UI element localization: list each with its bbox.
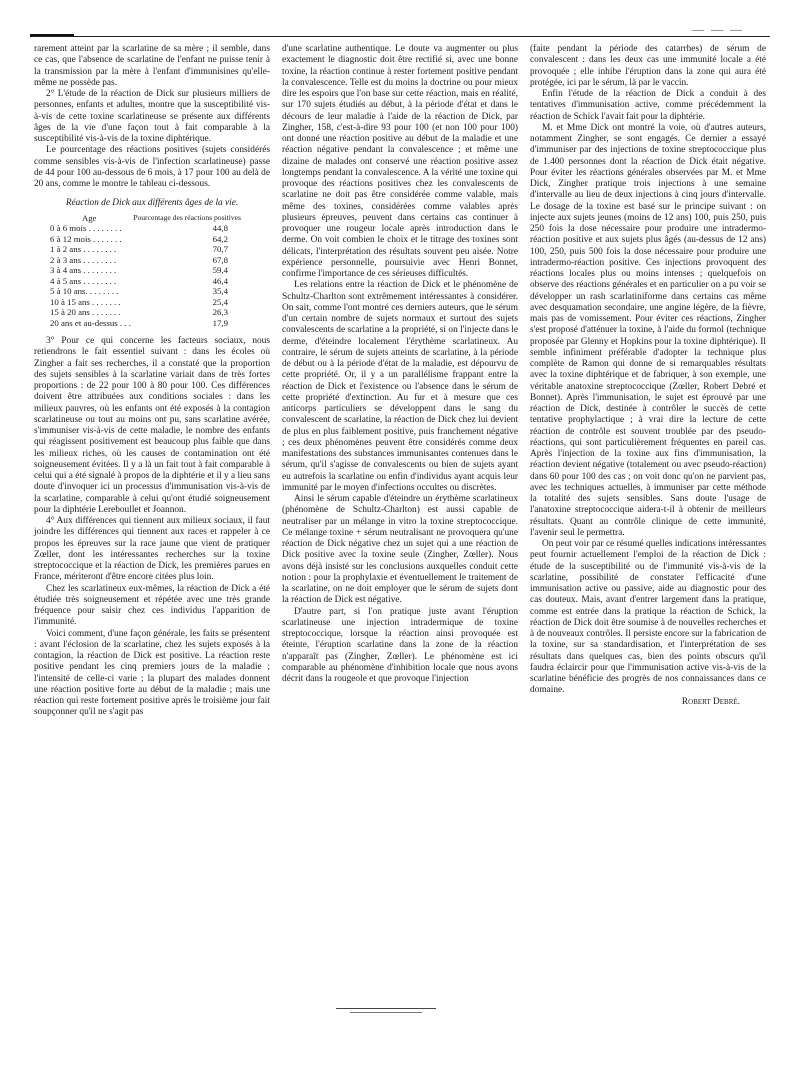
age-cell: 0 à 6 mois . . . . . . . . [50, 223, 122, 233]
column-left [34, 44, 270, 719]
bottom-rule-short [350, 1012, 422, 1013]
column-middle [282, 44, 518, 685]
age-cell: 6 à 12 mois . . . . . . . [50, 233, 122, 244]
pct-cell: 67,8 [212, 254, 228, 265]
column-right [530, 44, 766, 708]
paragraph: M. et Mme Dick ont montré la voie, où d'autres auteurs, notamment Zingher, se sont engagés. Ce dernier a essayé d'immuniser par des injections de toxine streptococcique plus de 1.400 personnes dont la réaction de Dick était négative. Pour éviter les réactions générales observées par M. et Mme Dick, Zingher pratique trois injections à une semaine d'intervalle au lieu de deux injections à cinq jours d'intervalle. Le dosage de la toxine est basé sur le principe suivant : on injecte aux sujets jeunes (moins de 12 ans) 100, puis 250, puis 250 fois la dose nécessaire pour produire une intradermo-réaction positive et aux sujets plus âgés (au-dessus de 12 ans) 100, 250, puis 500 fois la dose nécessaire pour produire une intradermo-réaction positive. Ces injections provoquent des réactions locales plus ou moins intenses ; quelquefois on observe des réactions générales et en particulier on a pu voir se développer un rash scarlatiniforme dans certains cas même avec desquamation secondaire, une angine légère, de la fièvre, mais pas de vomissement. Pour éviter ces réactions, Zingher s'est proposé d'atténuer la toxine, à l'aide du formol (technique proposée par Glenny et Hopkins pour la toxine diphtérique). Il semble infiniment préférable d'adopter la technique plus complète de Ramon qui donne de si remarquables résultats avec la toxine diphtérique et de fabriquer, à son exemple, une véritable anatoxine streptococcique (Zœller, Robert Debré et Bonnet). Après l'immunisation, le sujet est éprouvé par une réaction de Dick, destinée à contrôler le succès de cette tentative prophylactique ; à vrai dire la lecture de cette réaction de contrôle est souvent troublée par des pseudo-réactions, qui sont particulièrement fréquentes en pareil cas. Après l'injection de la toxine aux fins d'immunisation, la réaction devient négative (totalement ou avec pseudo-réaction) dans 60 pour 100 des cas ; on voit donc qu'on ne parvient pas, avec les techniques actuelles, à immuniser par cette méthode la totalité des sujets sensibles. Sans doute l'usage de l'anatoxine streptococcique aidera-t-il à obtenir de meilleurs résultats. Quant au contrôle clinique de cette immunité, l'avenir seul le permettra. [530, 122, 766, 538]
pct-cell: 59,4 [212, 265, 228, 275]
pct-cell: 70,7 [212, 244, 228, 254]
table-row [50, 286, 250, 297]
table-row [50, 265, 250, 276]
age-cell: 10 à 15 ans . . . . . . . [50, 296, 121, 307]
table-row [50, 297, 250, 308]
pct-cell: 35,4 [212, 286, 228, 296]
pct-cell: 17,9 [212, 317, 228, 328]
table-row [50, 223, 250, 234]
table-row [50, 276, 250, 287]
table-row [50, 255, 250, 266]
paragraph: On peut voir par ce résumé quelles indications intéressantes peut fournir actuellement l'emploi de la réaction de Dick : étude de la susceptibilité ou de l'immunité vis-à-vis de la scarlatine, possibilité de constater l'efficacité d'une immunisation active ou passive, aide au diagnostic pour des cas douteux. Mais, avant d'entrer largement dans la pratique, comme est entrée dans la pratique la réaction de Schick, la réaction de Dick doit être soumise à de nouvelles recherches et à de nouveaux contrôles. Il persiste encore sur la fabrication de la toxine, sur sa standardisation, et l'interprétation de ses résultats dans quelques cas, bien des points obscurs qu'il faudra éclaircir pour que l'immunisation active vis-à-vis de la scarlatine bénéficie des progrès de nos connaissances dans ce domaine. [530, 539, 766, 696]
age-cell: 2 à 3 ans . . . . . . . . [50, 254, 117, 265]
paragraph: Chez les scarlatineux eux-mêmes, la réaction de Dick a été étudiée très soigneusement et répétée avec une très grande fréquence pour saisir chez ces individus l'apparition de l'immunité. [34, 583, 270, 628]
paragraph: 3° Pour ce qui concerne les facteurs sociaux, nous retiendrons le fait essentiel suivant : dans les écoles où Zingher a fait ses recherches, il a constaté que la proportion des sujets sensibles à la scarlatine variait dans de très fortes proportions : de 22 pour 100 à 80 pour 100. Ces différences doivent être attribuées aux conditions sociales : dans les milieux pauvres, où les enfants ont été exposés à la contagion scarlatineuse ou tout au moins ont pu, sans scarlatine avérée, s'immuniser vis-à-vis de cette maladie, le nombre des enfants qui réagissent positivement est beaucoup plus faible que dans les milieux riches, où les causes de contamination ont été soigneusement évitées. Il y a là un fait tout à fait comparable à celui qui a été signalé à propos de la diphtérie et il y a lieu sans doute d'invoquer ici un processus d'immunisation vis-à-vis de la scarlatine, comparable à celui qu'ont étudié soigneusement pour la diphtérie Lereboullet et Joannon. [34, 336, 270, 515]
pct-cell: 44,8 [212, 223, 228, 233]
table-row [50, 307, 250, 318]
table-row [50, 234, 250, 245]
age-table [50, 213, 250, 329]
paragraph: (faite pendant la période des catarrhes) de sérum de convalescent : dans les deux cas une immunité locale a été provoquée ; elle inhibe l'éruption dans la zone qui aura été protégée, ici par le sérum, là par le vaccin. [530, 44, 766, 88]
pct-cell: 64,2 [212, 233, 228, 244]
pct-cell: 46,4 [212, 275, 228, 286]
paragraph: Le pourcentage des réactions positives (sujets considérés comme sensibles vis-à-vis de l'infection scarlatineuse) passe de 44 pour 100 au-dessous de 6 mois, à 17 pour 100 au delà de 20 ans, comme le montre le tableau ci-dessous. [34, 145, 270, 189]
table-row [50, 318, 250, 329]
page-header-mark: — — — [692, 22, 744, 36]
table-row [50, 244, 250, 255]
paragraph: 2° L'étude de la réaction de Dick sur plusieurs milliers de personnes, enfants et adultes, montre que la susceptibilité vis-à-vis de cette toxine scarlatineuse se présente aux différents âges de la vie d'une façon tout à fait comparable à la susceptibilité vis-à-vis de la toxine diphtérique. [34, 89, 270, 144]
paragraph: Enfin l'étude de la réaction de Dick a conduit à des tentatives d'immunisation active, comme précédemment la réaction de Schick l'avait fait pour la diphtérie. [530, 89, 766, 122]
paragraph: Ainsi le sérum capable d'éteindre un érythème scarlatineux (phénomène de Schultz-Charlton) est aussi capable de neutraliser par un mélange in vitro la toxine streptococcique. Ce mélange toxine + sérum neutralisant ne provoquera qu'une réaction de Dick négative chez un sujet qui a une réaction de Dick positive avec la toxine seule (Zingher, Zœller). Nous avons déjà insisté sur les conclusions auxquelles conduit cette notion : pour la prophylaxie et éventuellement le traitement de la scarlatine, on ne doit employer que le sérum de sujets dont la réaction de Dick est négative. [282, 494, 518, 606]
paragraph: d'une scarlatine authentique. Le doute va augmenter ou plus exactement le diagnostic doit être rectifié si, avec une bonne toxine, la réaction continue à rester fortement positive pendant la convalescence. Telle est du moins la doctrine ou pour mieux dire les espoirs que l'on base sur cette réaction, mais en réalité, sur 170 sujets étudiés au début, à la période d'état et dans le décours de leur maladie à l'aide de la réaction de Dick, par Zingher, 158, c'est-à-dire 93 pour 100 (et non 100 pour 100) ont donné une réaction positive au début de la maladie et une réaction négative pendant la convalescence ; et même une dizaine de malades ont conservé une réaction positive assez longtemps pendant la convalescence. A la vérité une toxine qui provoque des réactions positives chez les convalescents de scarlatine ne doit pas être considérée comme valable, mais même des toxines, considérées comme valables après plusieurs épreuves, peuvent dans certains cas continuer à provoquer une rougeur locale après introduction dans le derme. On voit combien le choix et le titrage des toxines sont délicats, l'interprétation des résultats souvent peu aisée. Notre expérience personnelle, poursuivie avec Henri Bonnet, confirme l'importance de ces sérieuses difficultés. [282, 44, 518, 279]
pct-cell: 25,4 [212, 296, 228, 307]
age-cell: 20 ans et au-dessus . . . [50, 317, 131, 328]
age-cell: 5 à 10 ans. . . . . . . . [50, 286, 119, 296]
author-signature: Robert Debré. [681, 696, 740, 707]
paragraph: 4° Aux différences qui tiennent aux milieux sociaux, il faut joindre les différences qui tiennent aux races et rappeler à ce propos les épreuves sur la race jaune que vient de pratiquer Zœller, dont les intéressantes recherches sur la toxine streptococcique et la réaction de Dick, les premières parues en France, mériteront d'être encore citées plus loin. [34, 516, 270, 583]
paragraph: Les relations entre la réaction de Dick et le phénomène de Schultz-Charlton sont extrêmement intéressantes à considérer. On sait, comme l'ont montré ces derniers auteurs, que le sérum d'un certain nombre de sujets normaux et surtout des sujets convalescents de scarlatine a la propriété, si on l'injecte dans le derme, d'éteindre localement l'érythème scarlatineux. Au contraire, le sérum de sujets atteints de scarlatine, à la période de début ou à la période d'état de la maladie, est dépourvu de cette propriété. Or, il y a un parallélisme frappant entre la réaction de Dick et l'existence ou l'absence dans le sérum de cette propriété d'extinction. Au fur et à mesure que ces anticorps particuliers se développent dans le sang du convalescent de scarlatine, la réaction de Dick chez lui devient de plus en plus faiblement positive, puis franchement négative ; ces deux phénomènes peuvent être considérés comme deux manifestations des substances immunisantes contenues dans le sérum, qu'il s'agisse de convalescents ou bien de sujets ayant eu autrefois la scarlatine ou enfin d'individus ayant acquis leur immunité par le moyen d'infections occultes ou discrètes. [282, 280, 518, 493]
table-title: Réaction de Dick aux différents âges de la vie. [65, 198, 239, 209]
age-cell: 3 à 4 ans . . . . . . . . [50, 265, 117, 275]
table-header-age: Age [82, 212, 97, 223]
paragraph: Voici comment, d'une façon générale, les faits se présentent : avant l'éclosion de la scarlatine, chez les sujets exposés à la contagion, la réaction de Dick est positive. La réaction reste positive pendant les cinq premiers jours de la maladie ; l'intensité de celle-ci varie ; la plupart des malades donnent une réaction positive forte au début de la maladie ; mais une réaction qui reste fortement positive après le troisième jour fait soupçonner qu'il ne s'agit pas [34, 628, 270, 718]
age-cell: 1 à 2 ans . . . . . . . . [50, 244, 117, 254]
paragraph: rarement atteint par la scarlatine de sa mère ; il semble, dans ce cas, que l'absence de scarlatine de l'enfant ne puisse tenir à la transmission par la mère à l'enfant d'immunisines qu'elle-même ne possède pas. [34, 44, 270, 88]
age-cell: 15 à 20 ans . . . . . . . [50, 307, 121, 317]
top-rule [30, 36, 770, 37]
age-cell: 4 à 5 ans . . . . . . . . [50, 275, 117, 286]
table-header-pct: Pourcentage des réactions positives [133, 212, 241, 222]
pct-cell: 26,3 [212, 307, 228, 317]
bottom-rule [336, 1008, 436, 1009]
top-rule-left [30, 34, 74, 36]
paragraph: D'autre part, si l'on pratique juste avant l'éruption scarlatineuse une injection intradermique de toxine streptococcique, lorsque la réaction ainsi provoquée est éteinte, l'éruption scarlatine dans la zone de la réaction n'apparaît pas (Zingher, Zœller). Le phénomène est ici comparable au phénomène d'inhibition locale que nous avons décrit dans la rougeole et que provoque l'injection [282, 606, 518, 684]
